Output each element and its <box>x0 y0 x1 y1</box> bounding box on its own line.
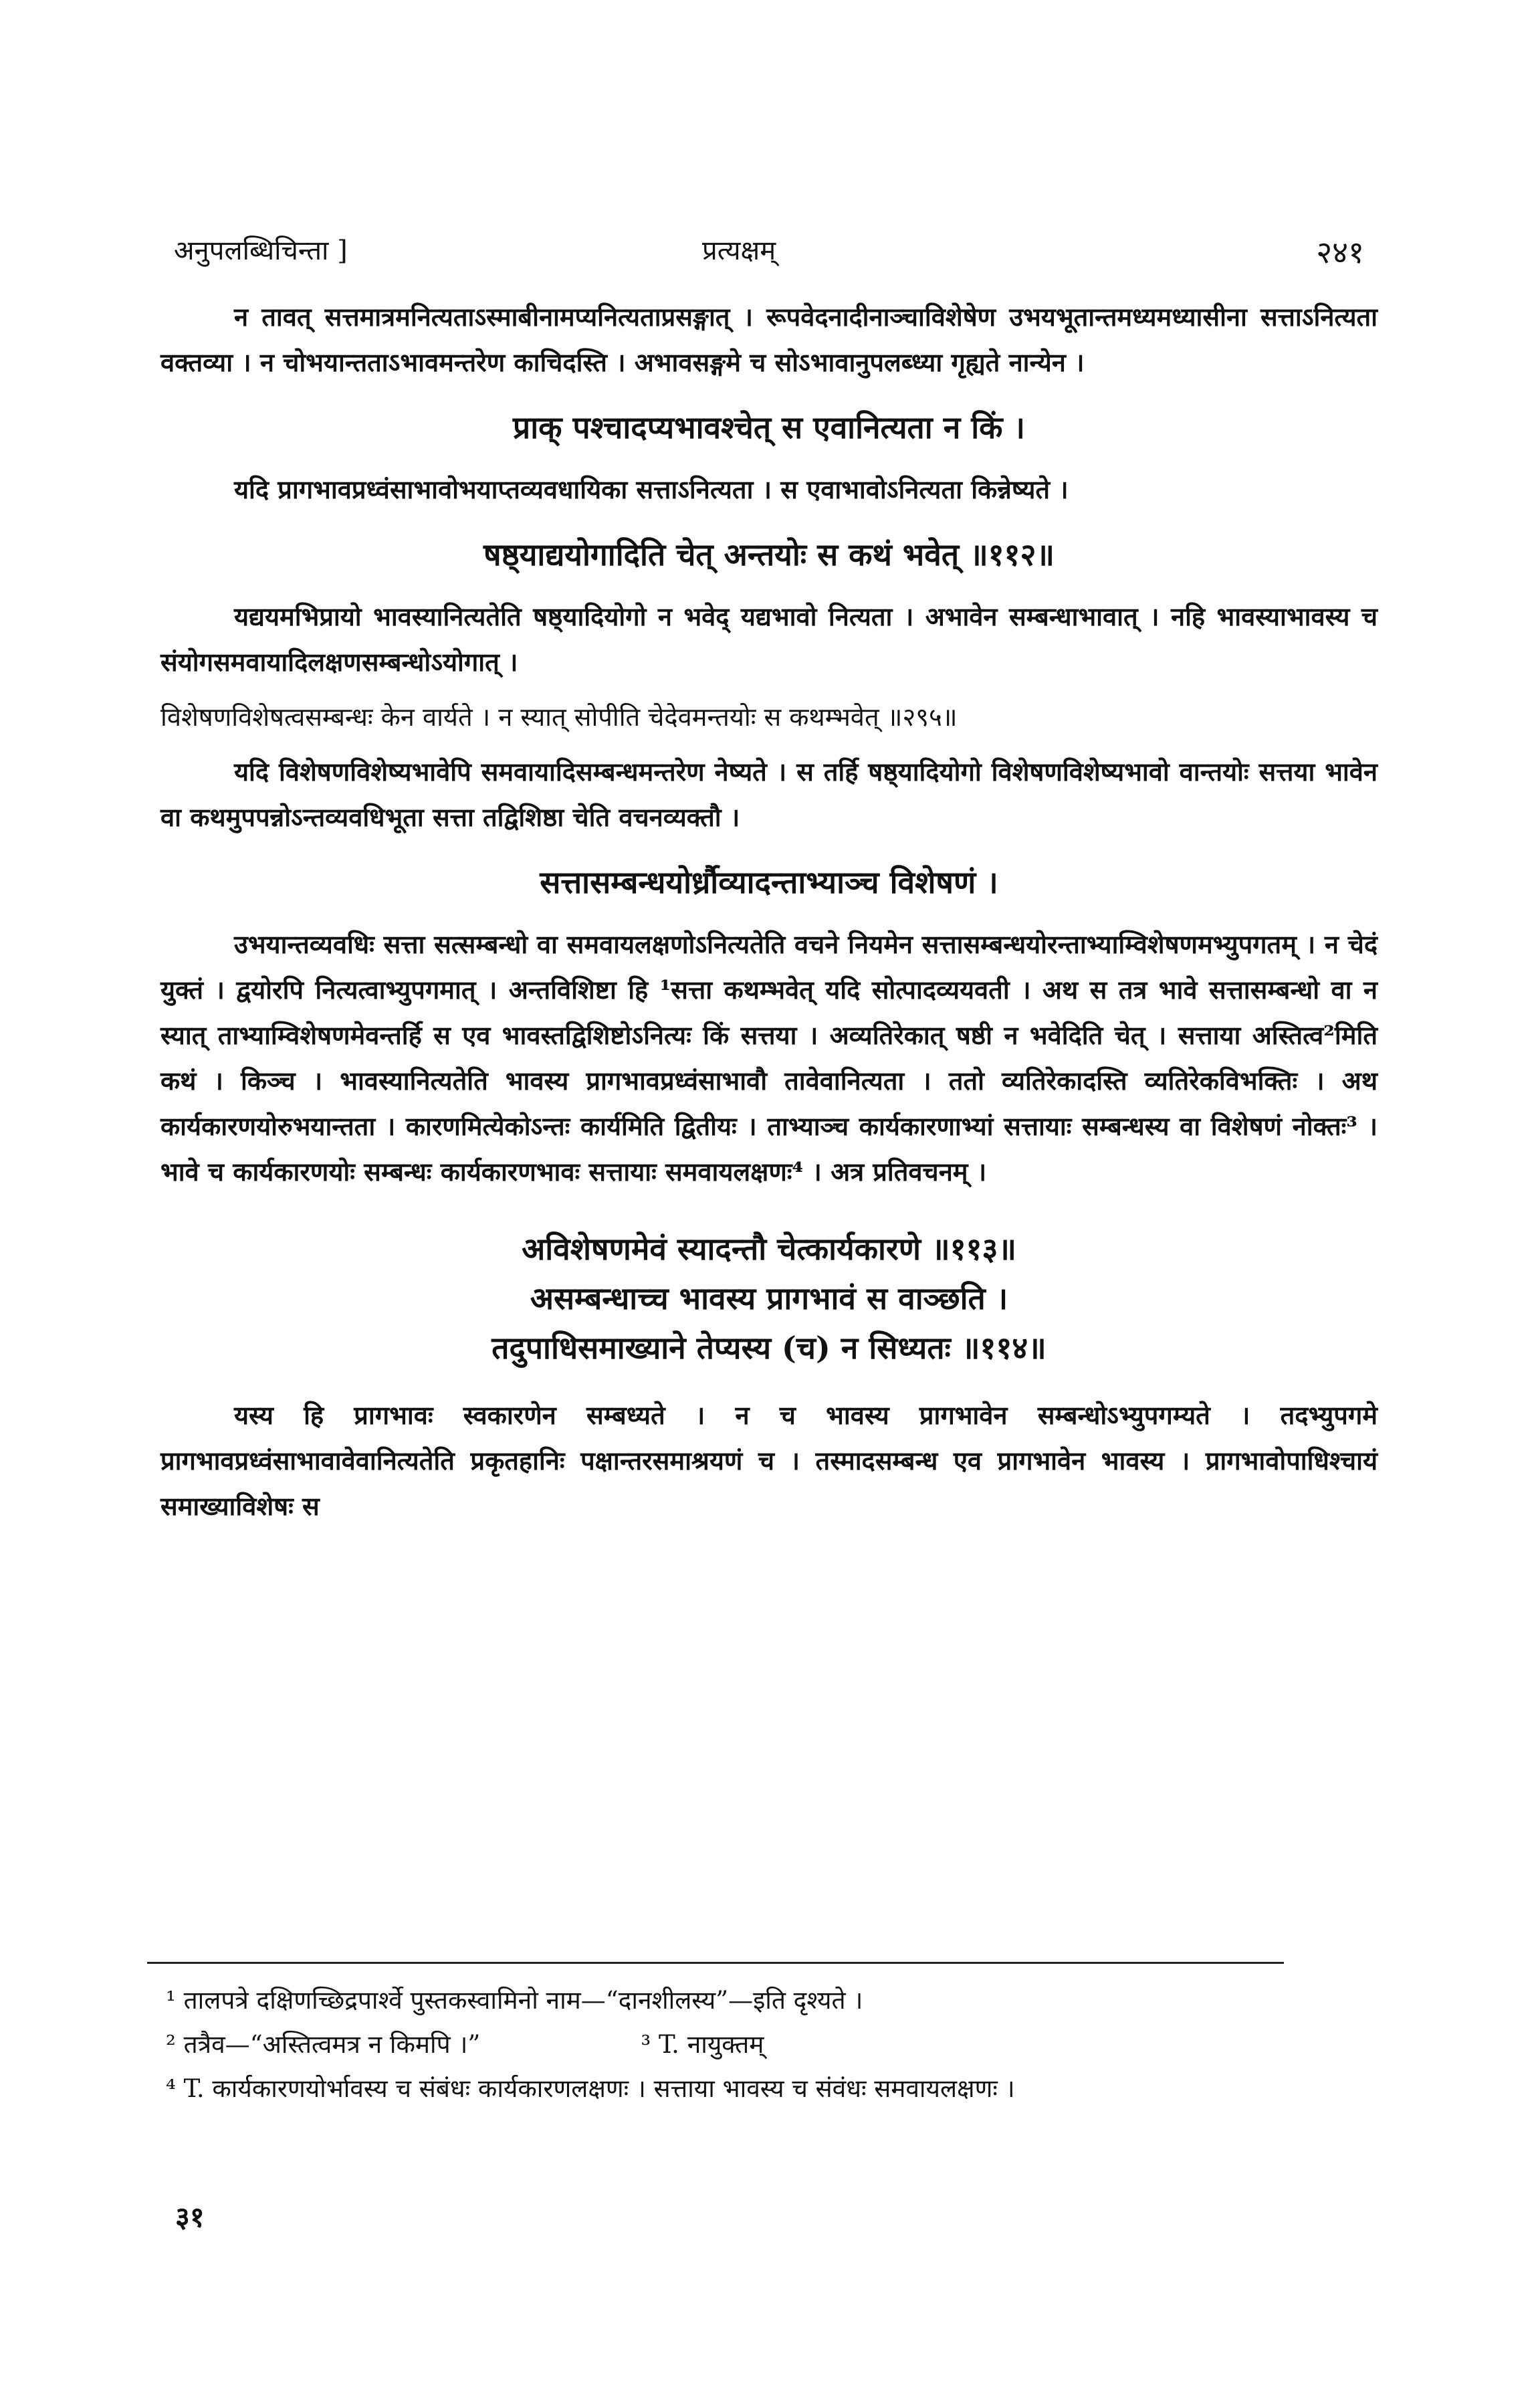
commentary-paragraph: न तावत् सत्तमात्रमनित्यताऽस्माबीनामप्यनित्यताप्रसङ्गात् । रूपवेदनादीनाञ्चाविशेषेण उभयभूतान्तमध्यमध्यासीना सत्ताऽनित्यता वक्तव्या । न चोभयान्तताऽभावमन्तरेण काचिदस्ति । अभावसङ्गमे च सोऽभावानुपलब्ध्या गृह्यते नान्येन । <box>160 302 1378 377</box>
commentary-paragraph: उभयान्तव्यवधिः सत्ता सत्सम्बन्धो वा समवायलक्षणोऽनित्यतेति वचने नियमेन सत्तासम्बन्धयोरन्ताभ्याम्विशेषणमभ्युपगतम् । न चेदं युक्तं । द्वयोरपि नित्यत्वाभ्युपगमात् । अन्तविशिष्टा हि ¹सत्ता कथम्भवेत् यदि सोत्पादव्ययवती । अथ स तत्र भावे सत्तासम्बन्धो वा न स्यात् ताभ्याम्विशेषणमेवन्तर्हि स एव भावस्तद्विशिष्टोऽनित्यः किं सत्तया । अव्यतिरेकात् षष्ठी न भवेदिति चेत् । सत्ताया अस्तित्व²मिति कथं । किञ्च । भावस्यानित्यतेति भावस्य प्रागभावप्रध्वंसाभावौ तावेवानित्यता । ततो व्यतिरेकादस्ति व्यतिरेकविभक्तिः । अथ कार्यकारणयोरुभयान्तता । कारणमित्येकोऽन्तः कार्यमिति द्वितीयः । ताभ्याञ्च कार्यकारणाभ्यां सत्तायाः सम्बन्धस्य वा विशेषणं नोक्तः³ । भावे च कार्यकारणयोः सम्बन्धः कार्यकारणभावः सत्तायाः समवायलक्षणः⁴ । अत्र प्रतिवचनम् । <box>160 929 1378 1187</box>
commentary-paragraph: यस्य हि प्रागभावः स्वकारणेन सम्बध्यते । न च भावस्य प्रागभावेन सम्बन्धोऽभ्युपगम्यते । तदभ्युपगमे प्रागभावप्रध्वंसाभावावेवानित्यतेति प्रकृतहानिः पक्षान्तरसमाश्रयणं च । तस्मादसम्बन्ध एव प्रागभावेन भावस्य । प्रागभावोपाधिश्चायं समाख्याविशेषः स <box>160 1400 1378 1521</box>
chapter-title: अनुपलब्धिचिन्ता ] <box>174 235 348 266</box>
verse-block <box>160 1224 1378 1373</box>
footnotes <box>166 1979 1369 2111</box>
footnote-divider <box>147 1962 1284 1964</box>
verse-line: षष्ठ्याद्ययोगादिति चेत् अन्तयोः स कथं भवेत् ॥११२॥ <box>483 536 1055 573</box>
footnote: ² तत्रैव—“अस्तित्वमत्र न किमपि ।” <box>166 2030 481 2059</box>
commentary-paragraph: यदि प्रागभावप्रध्वंसाभावोभयाप्तव्यवधायिका सत्ताऽनित्यता । स एवाभावोऽनित्यता किन्नेष्यते । <box>234 474 1069 504</box>
main-text <box>160 294 1378 1538</box>
signature-mark: ३१ <box>175 2201 205 2233</box>
verse-line: प्राक् पश्चादप्यभावश्चेत् स एवानित्यता न किं । <box>513 409 1025 445</box>
folio-number: २४१ <box>1316 234 1364 270</box>
commentary-paragraph: यद्ययमभिप्रायो भावस्यानित्यतेति षष्ठ्यादियोगो न भवेद् यद्यभावो नित्यता । अभावेन सम्बन्धाभावात् । नहि भावस्याभावस्य च संयोगसमवायादिलक्षणसम्बन्धोऽयोगात् । <box>160 601 1378 677</box>
commentary-paragraph: यदि विशेषणविशेष्यभावेपि समवायादिसम्बन्धमन्तरेण नेष्यते । स तर्हि षष्ठ्यादियोगो विशेषणविशेष्यभावो वान्तयोः सत्तया भावेन वा कथमुपपन्नोऽन्तव्यवधिभूता सत्ता तद्विशिष्ठा चेति वचनव्यक्तौ । <box>160 757 1378 832</box>
verse-line: अविशेषणमेवं स्यादन्तौ चेत्कार्यकारणे ॥११३॥ <box>522 1231 1016 1267</box>
quoted-verse: विशेषणविशेषत्वसम्बन्धः केन वार्यते । न स्यात् सोपीति चेदेवमन्तयोः स कथम्भवेत् ॥२९५॥ <box>160 702 958 732</box>
verse-line: असम्बन्धाच्च भावस्य प्रागभावं स वाञ्छति । <box>530 1280 1008 1316</box>
verse-line: सत्तासम्बन्धयोर्ध्रौव्यादन्ताभ्याञ्च विशेषणं । <box>540 864 998 900</box>
footnote: ¹ तालपत्रे दक्षिणच्छिद्रपार्श्वे पुस्तकस्वामिनो नाम—“दानशीलस्य”—इति दृश्यते । <box>166 1986 863 2015</box>
verse-line: तदुपाधिसमाख्याने तेप्यस्य (च) न सिध्यतः ॥११४॥ <box>491 1330 1047 1366</box>
footnote: ³ T. नायुक्तम् <box>641 2030 764 2059</box>
footnote-row <box>166 2023 1369 2067</box>
running-header <box>174 231 1364 278</box>
footnote: ⁴ T. कार्यकारणयोर्भावस्य च संबंधः कार्यकारणलक्षणः । सत्ताया भावस्य च संवंधः समवायलक्षणः । <box>166 2074 1015 2103</box>
section-title: प्रत्यक्षम् <box>702 235 776 266</box>
